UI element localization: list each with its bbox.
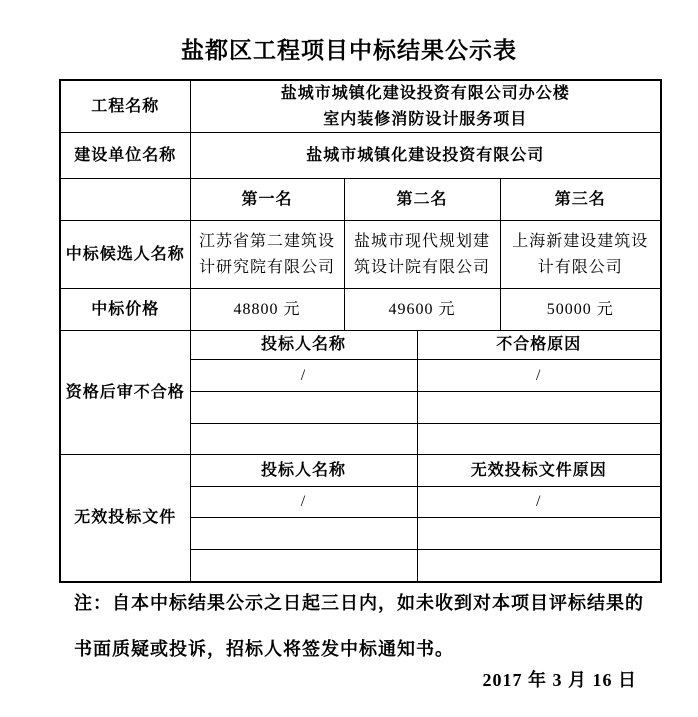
note-line-2: 书面质疑或投诉，招标人将签发中标通知书。: [74, 639, 454, 659]
empty-corner-cell: [60, 179, 190, 221]
project-label-cell: 工程名称: [60, 80, 190, 133]
table-row: [60, 455, 661, 487]
postqual-reason-cell-3: [417, 424, 661, 455]
postqual-reason-header: 不合格原因: [417, 331, 661, 360]
rank-header-second: 第二名: [344, 179, 500, 221]
postqual-reason-cell-2: [417, 392, 661, 424]
project-name-cell: [190, 80, 661, 133]
table-row: [60, 133, 661, 179]
postqual-bidder-header: 投标人名称: [190, 331, 417, 360]
invalid-bidder-cell-1: /: [190, 487, 417, 518]
table-row: [60, 80, 661, 133]
candidate-cell-3: 上海新建设建筑设计有限公司: [500, 221, 661, 289]
footer-note: [74, 580, 644, 672]
document-date: 2017 年 3 月 16 日: [482, 670, 637, 690]
candidate-cell-1: 江苏省第二建筑设计研究院有限公司: [190, 221, 344, 289]
project-name-line-2: 室内装修消防设计服务项目: [323, 110, 528, 128]
postqual-label-cell: 资格后审不合格: [60, 331, 190, 455]
invalid-reason-cell-3: [417, 550, 661, 582]
invalid-label-cell: 无效投标文件: [60, 455, 190, 582]
price-cell-3: 50000 元: [500, 289, 661, 331]
postqual-reason-cell-1: /: [417, 360, 661, 392]
table-row: [60, 331, 661, 360]
note-line-1: 注：自本中标结果公示之日起三日内，如未收到对本项目评标结果的: [74, 593, 644, 613]
postqual-bidder-cell-2: [190, 392, 417, 424]
bid-results-table: [59, 79, 662, 583]
project-name-line-1: 盐城市城镇化建设投资有限公司办公楼: [280, 85, 570, 102]
table-row: [60, 179, 661, 221]
rank-header-first: 第一名: [190, 179, 344, 221]
rank-header-third: 第三名: [500, 179, 661, 221]
invalid-bidder-header: 投标人名称: [190, 455, 417, 487]
price-cell-2: 49600 元: [344, 289, 500, 331]
price-label-cell: 中标价格: [60, 289, 190, 331]
price-cell-1: 48800 元: [190, 289, 344, 331]
table-row: [60, 289, 661, 331]
table-row: [60, 221, 661, 289]
owner-label-cell: 建设单位名称: [60, 133, 190, 179]
invalid-reason-header: 无效投标文件原因: [417, 455, 661, 487]
page-title: 盐都区工程项目中标结果公示表: [181, 38, 517, 63]
candidates-label-cell: 中标候选人名称: [60, 221, 190, 289]
postqual-bidder-cell-3: [190, 424, 417, 455]
owner-name-cell: 盐城市城镇化建设投资有限公司: [190, 133, 661, 179]
postqual-bidder-cell-1: /: [190, 360, 417, 392]
invalid-bidder-cell-2: [190, 518, 417, 550]
invalid-reason-cell-2: [417, 518, 661, 550]
invalid-bidder-cell-3: [190, 550, 417, 582]
candidate-cell-2: 盐城市现代规划建筑设计院有限公司: [344, 221, 500, 289]
invalid-reason-cell-1: /: [417, 487, 661, 518]
